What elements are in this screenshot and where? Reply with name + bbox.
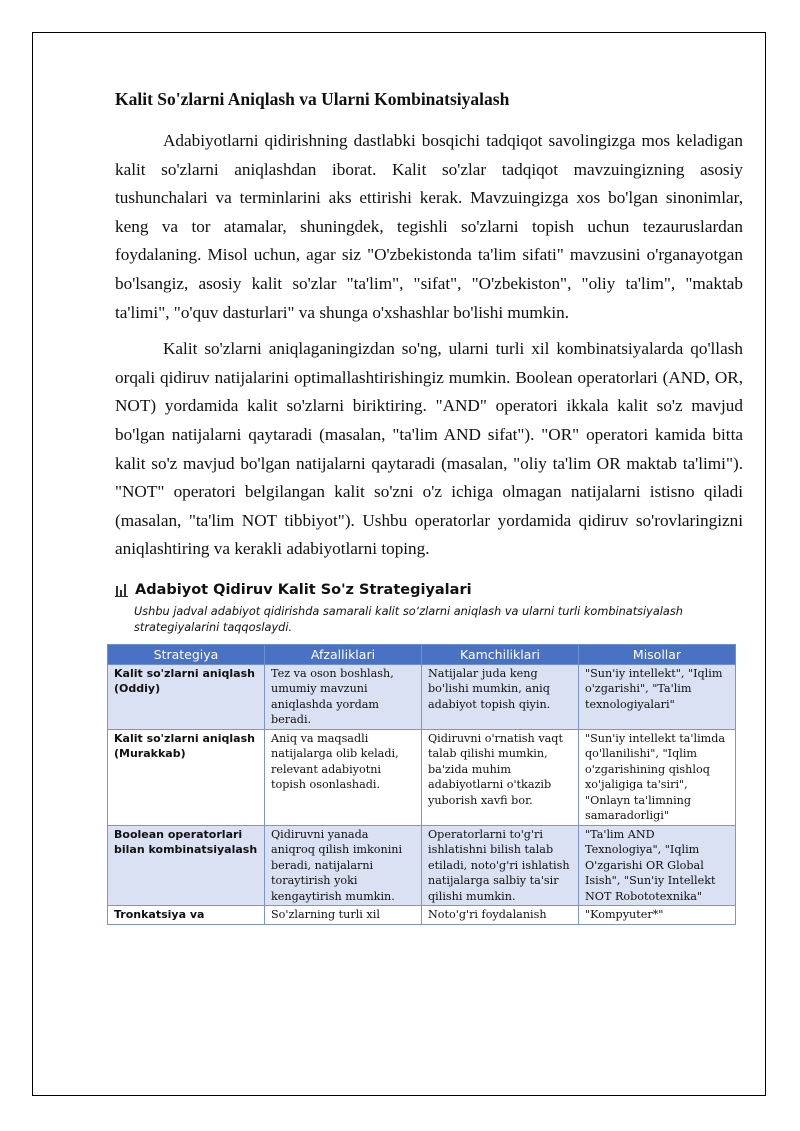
pros-cell: Aniq va maqsadli natijalarga olib keladi, relevant adabiyotni topish osonlashadi.: [265, 729, 422, 825]
examples-cell: "Kompyuter*": [579, 906, 736, 925]
pros-cell: Tez va oson boshlash, umumiy mavzuni aniqlashda yordam beradi.: [265, 664, 422, 729]
cons-cell: Qidiruvni o'rnatish vaqt talab qilishi mumkin, ba'zida muhim adabiyotlarni o'tkazib yuborish xavfi bor.: [422, 729, 579, 825]
paragraph-2: Kalit so'zlarni aniqlaganingizdan so'ng, ularni turli xil kombinatsiyalarda qo'llash orqali qidiruv natijalarini optimallashtirishingiz mumkin. Boolean operatorlari (AND, OR, NOT) yordamida kalit so'zlarni biriktiring. "AND" operatori ikkala kalit so'z mavjud bo'lgan natijalarni qaytaradi (masalan, "ta'lim AND sifat"). "OR" operatori kamida bitta kalit so'z mavjud bo'lgan natijalarni qaytaradi (masalan, "oliy ta'lim OR maktab ta'limi"). "NOT" operatori belgilangan kalit so'zni o'z ichiga olmagan natijalarni istisno qiladi (masalan, "ta'lim NOT tibbiyot"). Ushbu operatorlar yordamida qidiruv so'rovlaringizni aniqlashtiring va kerakli adabiyotlarni toping.: [115, 339, 743, 559]
strategy-cell: Boolean operatorlari bilan kombinatsiyalash: [108, 825, 265, 906]
column-header: Strategiya: [108, 644, 265, 664]
section-title: Kalit So'zlarni Aniqlash va Ularni Kombinatsiyalash: [115, 89, 510, 109]
strategy-table: [107, 644, 736, 925]
table-header-row: [108, 644, 736, 664]
cons-cell: Natijalar juda keng bo'lishi mumkin, aniq adabiyot topish qiyin.: [422, 664, 579, 729]
cons-cell: Operatorlarni to'g'ri ishlatishni bilish talab etiladi, noto'g'ri ishlatish natijalarga salbiy ta'sir qilishi mumkin.: [422, 825, 579, 906]
pros-cell: So'zlarning turli xil: [265, 906, 422, 925]
examples-cell: "Sun'iy intellekt", "Iqlim o'zgarishi", "Ta'lim texnologiyalari": [579, 664, 736, 729]
table-row: [108, 825, 736, 906]
examples-cell: "Ta'lim AND Texnologiya", "Iqlim O'zgarishi OR Global Isish", "Sun'iy Intellekt NOT Robototexnika": [579, 825, 736, 906]
pros-cell: Qidiruvni yanada aniqroq qilish imkonini beradi, natijalarni toraytirish yoki kengaytirish mumkin.: [265, 825, 422, 906]
table-row: [108, 906, 736, 925]
paragraph-1: Adabiyotlarni qidirishning dastlabki bosqichi tadqiqot savolingizga mos keladigan kalit so'zlarni aniqlashdan iborat. Kalit so'zlar tadqiqot mavzuingizning asosiy tushunchalari va terminlarini aks ettirishi kerak. Mavzuingizga xos bo'lgan sinonimlar, keng va tor atamalar, shuningdek, tegishli so'zlarni topish uchun tezauruslardan foydalaning. Misol uchun, agar siz "O'zbekistonda ta'lim sifati" mavzusini o'rganayotgan bo'lsangiz, asosiy kalit so'zlar "ta'lim", "sifat", "O'zbekiston", "oliy ta'lim", "maktab ta'limi", "o'quv dasturlari" va shunga o'xshashlar bo'lishi mumkin.: [115, 131, 743, 322]
bar-chart-icon: [115, 583, 129, 597]
table-caption: Ushbu jadval adabiyot qidirishda samarali kalit so‘zlarni aniqlash va ularni turli kombinatsiyalash strategiyalarini taqqoslaydi.: [134, 604, 683, 634]
column-header: Afzalliklari: [265, 644, 422, 664]
cons-cell: Noto'g'ri foydalanish: [422, 906, 579, 925]
table-heading: [115, 582, 743, 598]
table-row: [108, 729, 736, 825]
strategy-cell: Kalit so'zlarni aniqlash (Murakkab): [108, 729, 265, 825]
column-header: Misollar: [579, 644, 736, 664]
strategy-cell: Kalit so'zlarni aniqlash (Oddiy): [108, 664, 265, 729]
strategy-cell: Tronkatsiya va: [108, 906, 265, 925]
column-header: Kamchiliklari: [422, 644, 579, 664]
table-row: [108, 664, 736, 729]
examples-cell: "Sun'iy intellekt ta'limda qo'llanilishi", "Iqlim o'zgarishining qishloq xo'jaligiga ta'siri", "Onlayn ta'limning samaradorligi": [579, 729, 736, 825]
page-content: [114, 85, 743, 922]
table-title: Adabiyot Qidiruv Kalit So'z Strategiyalari: [135, 581, 472, 598]
